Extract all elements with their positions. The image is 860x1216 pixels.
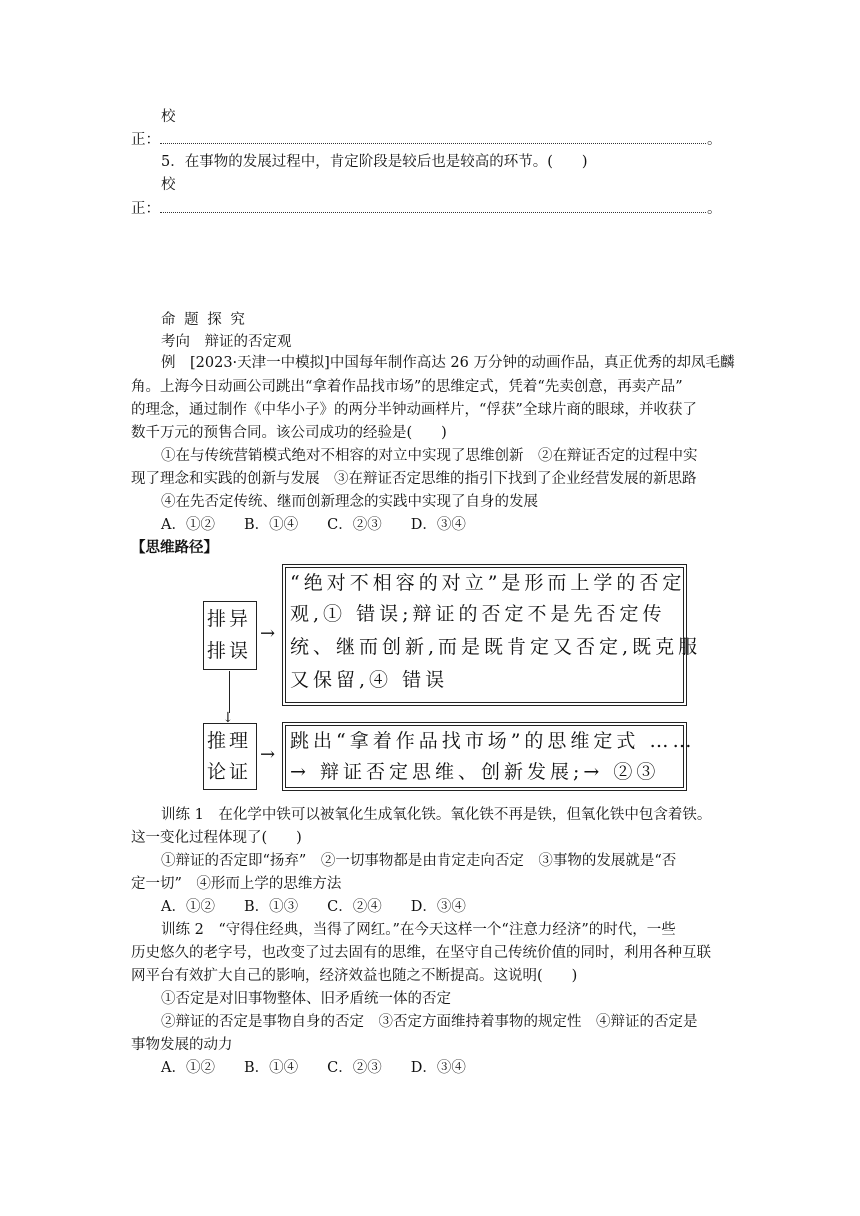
example-option-line-3: ④在先否定传统、继而创新理念的实践中实现了自身的发展 bbox=[161, 494, 538, 510]
example-option-line-1: ①在与传统营销模式绝对不相容的对立中实现了思维创新 ②在辩证否定的过程中实 bbox=[161, 448, 698, 464]
train2-line-5: ②辩证的否定是事物自身的否定 ③否定方面维持着事物的规定性 ④辩证的否定是 bbox=[161, 1014, 698, 1030]
example-option-line-2: 现了理念和实践的创新与发展 ③在辩证否定思维的指引下找到了企业经营发展的新思路 bbox=[131, 471, 697, 487]
train1-line-2: 这一变化过程体现了( ) bbox=[131, 830, 302, 846]
box1-line-1: “绝对不相容的对立”是形而上学的否定 bbox=[290, 572, 686, 594]
down-connector bbox=[229, 671, 230, 713]
example-line-1: 例 [2023·天津一中模拟]中国每年制作高达 26 万分钟的动画作品，真正优秀的却凤毛麟 bbox=[161, 355, 735, 371]
content-box-2 bbox=[285, 725, 696, 788]
label-box-1-line-1: 排异 bbox=[207, 608, 252, 630]
train2-line-2: 历史悠久的老字号，也改变了过去固有的思维，在坚守自己传统价值的同时，利用各种互联 bbox=[131, 945, 711, 961]
train2-line-1: 训练 2 “守得住经典，当得了网红。”在今天这样一个“注意力经济”的时代，一些 bbox=[161, 922, 676, 938]
train1-choices: A．①② B．①③ C．②④ D．③④ bbox=[161, 899, 466, 915]
label-box-2-line-1: 推理 bbox=[207, 730, 252, 752]
example-line-4: 数千万元的预售合同。该公司成功的经验是( ) bbox=[131, 425, 447, 441]
question-5: 5．在事物的发展过程中，肯定阶段是较后也是较高的环节。( ) bbox=[161, 154, 588, 170]
box1-line-2: 观,① 错误;辩证的否定不是先否定传 bbox=[290, 603, 666, 625]
fill-label-2: 正： bbox=[131, 201, 160, 217]
train1-line-1: 训练 1 在化学中铁可以被氧化生成氧化铁。氧化铁不再是铁，但氧化铁中包含着铁。 bbox=[161, 807, 712, 823]
box2-line-2: → 辩证否定思维、创新发展;→ ②③ bbox=[290, 761, 660, 783]
fill-blank-2[interactable] bbox=[160, 212, 706, 213]
label-box-2 bbox=[203, 723, 257, 790]
right-arrow-icon: → bbox=[260, 623, 276, 644]
fill-lead-2: 校 bbox=[161, 177, 176, 193]
train2-line-4: ①否定是对旧事物整体、旧矛盾统一体的否定 bbox=[161, 991, 451, 1007]
section-subtitle: 考向 辩证的否定观 bbox=[161, 334, 292, 350]
fill-label-1: 正： bbox=[131, 132, 160, 148]
fill-lead-1: 校 bbox=[161, 109, 176, 125]
section-title: 命 题 探 究 bbox=[161, 312, 247, 328]
thinking-heading: 【思维路径】 bbox=[131, 540, 218, 556]
train2-line-3: 网平台有效扩大自己的影响，经济效益也随之不断提高。这说明( ) bbox=[131, 968, 578, 984]
example-line-2: 角。上海今日动画公司跳出“拿着作品找市场”的思维定式，凭着“先卖创意，再卖产品” bbox=[131, 379, 683, 395]
fill-blank-1[interactable] bbox=[160, 143, 706, 144]
right-arrow-icon: → bbox=[260, 744, 276, 765]
fill-end-2: 。 bbox=[707, 201, 722, 217]
label-box-2-line-2: 论证 bbox=[207, 761, 252, 783]
label-box-1-line-2: 排误 bbox=[207, 640, 252, 662]
down-arrow-icon: ↓ bbox=[222, 710, 234, 726]
box1-line-3: 统、继而创新,而是既肯定又否定,既克服 bbox=[290, 636, 702, 658]
train1-line-3: ①辩证的否定即“扬弃” ②一切事物都是由肯定走向否定 ③事物的发展就是“否 bbox=[161, 853, 677, 869]
train1-line-4: 定一切” ④形而上学的思维方法 bbox=[131, 876, 342, 892]
train2-choices: A．①② B．①④ C．②③ D．③④ bbox=[161, 1060, 466, 1076]
box2-line-1: 跳出“拿着作品找市场”的思维定式 …… bbox=[290, 730, 696, 752]
example-line-3: 的理念，通过制作《中华小子》的两分半钟动画样片，“俘获”全球片商的眼球，并收获了 bbox=[131, 402, 697, 418]
label-box-1 bbox=[203, 601, 257, 670]
train2-line-6: 事物发展的动力 bbox=[131, 1037, 233, 1053]
content-box-1 bbox=[285, 567, 702, 703]
example-choices: A．①② B．①④ C．②③ D．③④ bbox=[161, 517, 466, 533]
fill-end-1: 。 bbox=[707, 132, 722, 148]
box1-line-4: 又保留,④ 错误 bbox=[290, 669, 449, 691]
